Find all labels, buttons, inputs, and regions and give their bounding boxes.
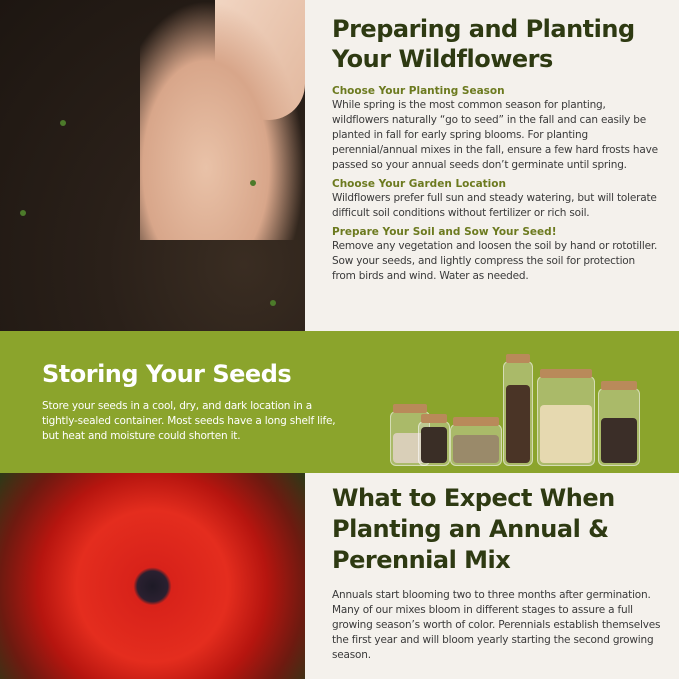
expect-text [332, 483, 661, 663]
expect-title: What to Expect When Planting an Annual & Perennial Mix [332, 484, 615, 574]
seed-jars-photo [385, 351, 645, 466]
location-heading: Choose Your Garden Location [332, 178, 506, 190]
red-poppy-photo [0, 473, 305, 679]
planting-title: Preparing and Planting Your Wildflowers [332, 15, 635, 73]
hand-sowing-seeds-photo [0, 0, 305, 331]
storing-body: Store your seeds in a cool, dry, and dark location in a tightly-sealed container. Most seeds have a long shelf life, but heat and moisture could shorten it. [42, 400, 336, 442]
planting-section [0, 0, 679, 331]
storing-section [0, 331, 679, 473]
soil-body: Remove any vegetation and loosen the soil by hand or rototiller. Sow your seeds, and lightly compress the soil for protection from birds and wind. Water as needed. [332, 240, 658, 282]
planting-text [332, 14, 661, 284]
soil-heading: Prepare Your Soil and Sow Your Seed! [332, 226, 557, 238]
storing-title: Storing Your Seeds [42, 360, 292, 388]
expect-section [0, 473, 679, 679]
expect-body: Annuals start blooming two to three months after germination. Many of our mixes bloom in different stages to assure a full growing season’s worth of color. Perennials establish themselves the first year and will bloom yearly starting the second growing season. [332, 589, 661, 661]
season-body: While spring is the most common season for planting, wildflowers naturally “go to seed” in the fall and can easily be planted in fall for early spring blooms. For planting perennial/annual mixes in the fall, ensure a few hard frosts have passed so your annual seeds don’t germinate until spring. [332, 99, 658, 171]
season-heading: Choose Your Planting Season [332, 85, 505, 97]
location-body: Wildflowers prefer full sun and steady watering, but will tolerate difficult soil conditions without fertilizer or rich soil. [332, 192, 657, 219]
